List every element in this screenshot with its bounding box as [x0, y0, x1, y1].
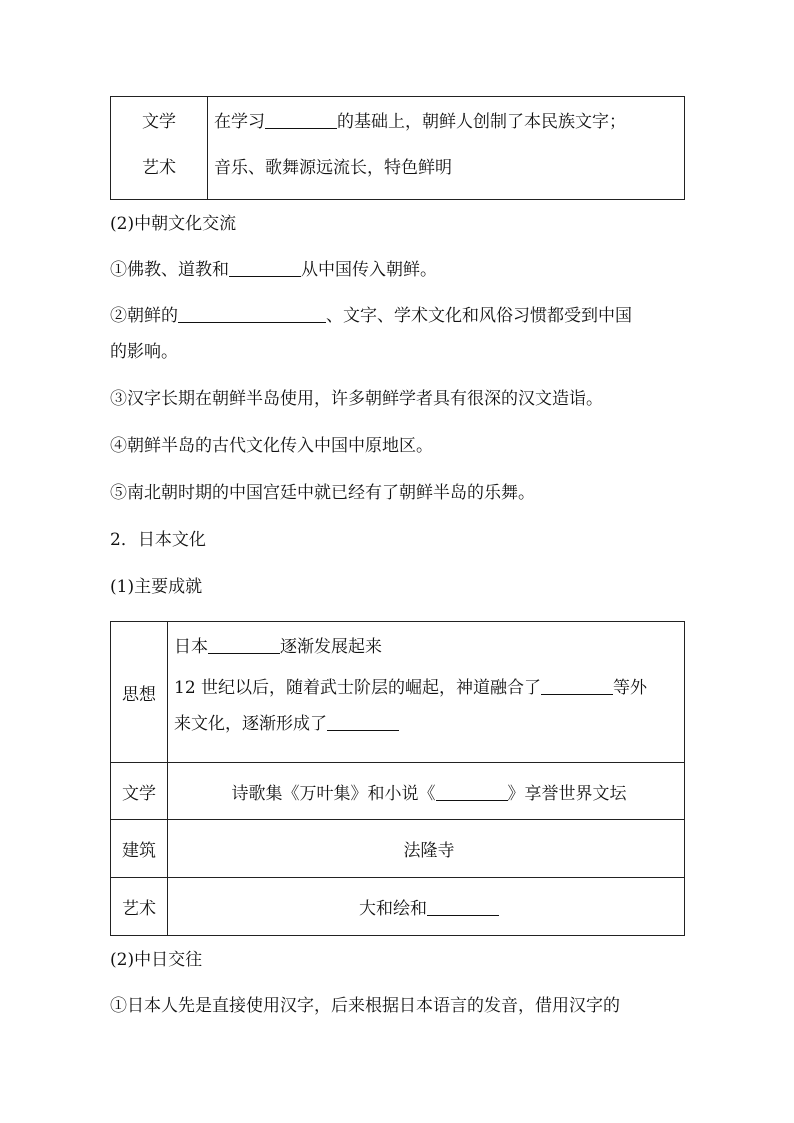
- table1-content-cell: [208, 97, 685, 200]
- japan-item-1: ①日本人先是直接使用汉字，后来根据日本语言的发音，借用汉字的: [110, 996, 620, 1016]
- korea-item-3: ③汉字长期在朝鲜半岛使用，许多朝鲜学者具有很深的汉文造诣。: [110, 389, 603, 409]
- japan-exchange-heading: (2)中日交往: [110, 950, 203, 970]
- fill-blank[interactable]: [208, 636, 280, 654]
- fill-blank[interactable]: [327, 713, 399, 731]
- art-content: 音乐、歌舞源远流长，特色鲜明: [214, 158, 452, 178]
- label-literature: 文学: [142, 112, 176, 132]
- label-architecture: 建筑: [111, 820, 168, 878]
- fill-blank[interactable]: [541, 677, 613, 695]
- korea-item-4: ④朝鲜半岛的古代文化传入中国中原地区。: [110, 436, 433, 456]
- fill-blank[interactable]: [427, 898, 499, 916]
- fill-blank[interactable]: [178, 305, 326, 323]
- korea-item-2: ②朝鲜的 、文字、学术文化和风俗习惯都受到中国: [110, 306, 632, 326]
- korea-item-1: ①佛教、道教和 从中国传入朝鲜。: [110, 260, 437, 280]
- label-art-jp: 艺术: [111, 878, 168, 936]
- korea-item-5: ⑤南北朝时期的中国宫廷中就已经有了朝鲜半岛的乐舞。: [110, 483, 535, 503]
- thought-content: 日本 逐渐发展起来 12 世纪以后，随着武士阶层的崛起，神道融合了 等外 来文化，逐渐形成了: [168, 622, 685, 763]
- label-art: 艺术: [142, 158, 176, 178]
- fill-blank[interactable]: [229, 259, 301, 277]
- art-content-jp: 大和绘和: [168, 878, 685, 936]
- label-thought: 思想: [111, 622, 168, 763]
- korea-achievement-table: [110, 96, 685, 200]
- fill-blank[interactable]: [265, 111, 337, 129]
- label-literature-jp: 文学: [111, 763, 168, 820]
- korea-item-2-cont: 的影响。: [110, 342, 178, 362]
- literature-content-jp: 诗歌集《万叶集》和小说《 》享誉世界文坛: [168, 763, 685, 820]
- japan-section-title: 2．日本文化: [110, 530, 206, 550]
- korea-exchange-heading: (2)中朝文化交流: [110, 214, 237, 234]
- architecture-content: 法隆寺: [168, 820, 685, 878]
- japan-achievement-heading: (1)主要成就: [110, 577, 203, 597]
- japan-achievement-table: [110, 621, 685, 936]
- table1-label-cell: [111, 97, 208, 200]
- literature-content: 在学习 的基础上，朝鲜人创制了本民族文字；: [214, 112, 626, 132]
- fill-blank[interactable]: [436, 783, 508, 801]
